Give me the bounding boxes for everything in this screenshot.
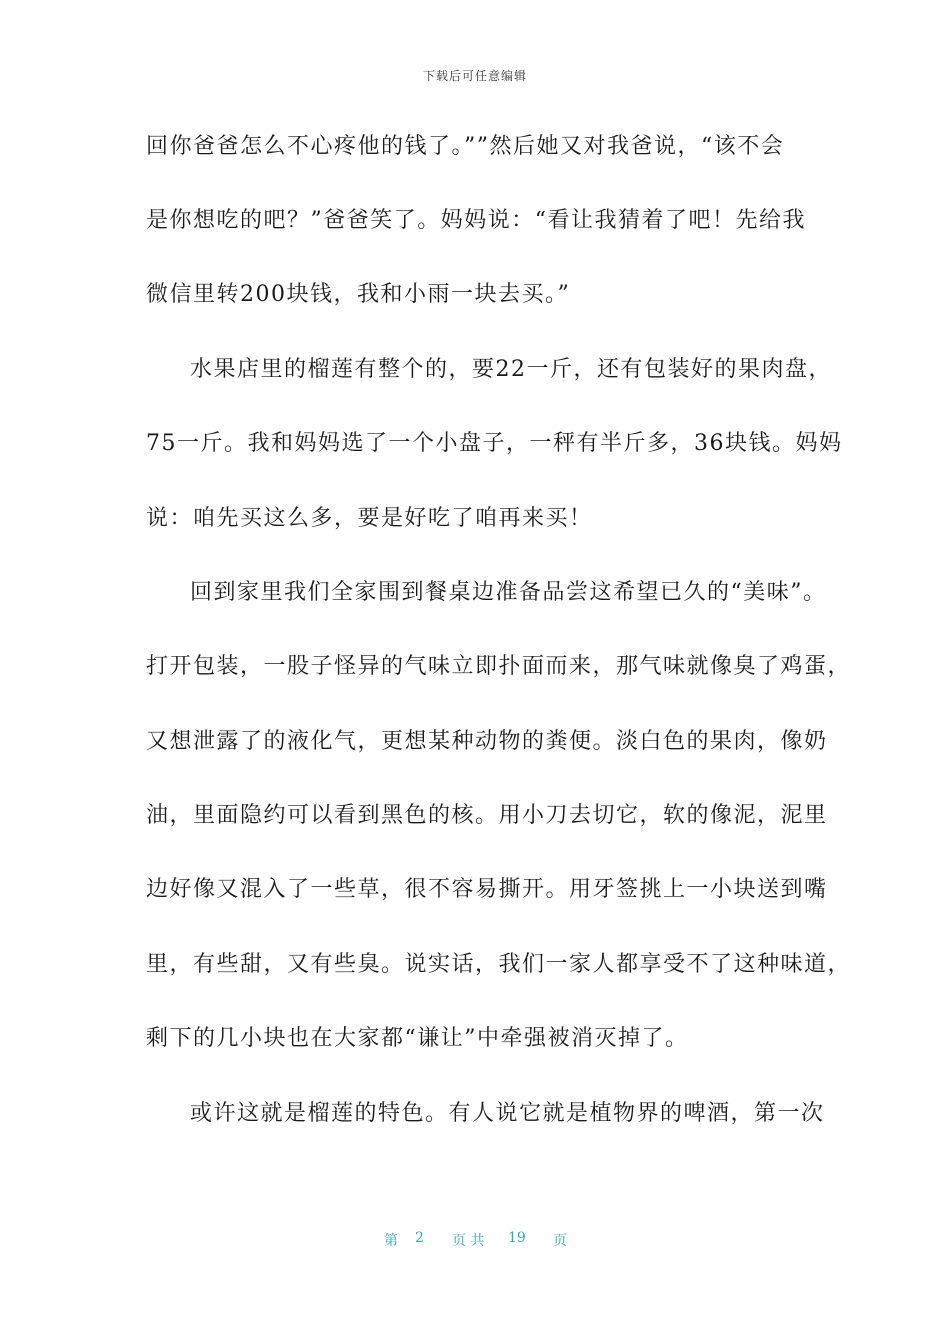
text-line: 微信里转200块钱，我和小雨一块去买。”: [146, 282, 571, 307]
text-line: 剩下的几小块也在大家都“谦让”中牵强被消灭掉了。: [146, 1026, 689, 1051]
paragraph-first-line: 回到家里我们全家围到餐桌边准备品尝这希望已久的“美味”。: [190, 580, 827, 605]
paragraph-first-line: 或许这就是榴莲的特色。有人说它就是植物界的啤酒，第一次: [190, 1101, 825, 1126]
footer-total-pages: 19: [508, 1230, 526, 1246]
page-footer: [0, 1230, 950, 1252]
text-line: 打开包装，一股子怪异的气味立即扑面而来，那气味就像臭了鸡蛋，: [146, 654, 852, 679]
footer-page-number: 2: [415, 1230, 424, 1246]
text-line: 油，里面隐约可以看到黑色的核。用小刀去切它，软的像泥，泥里: [146, 803, 828, 828]
page-header: 下载后可任意编辑: [422, 69, 527, 83]
text-line: 75一斤。我和妈妈选了一个小盘子，一秤有半斤多，36块钱。妈妈: [146, 431, 843, 456]
paragraph-first-line: 水果店里的榴莲有整个的，要22一斤，还有包装好的果肉盘，: [190, 357, 832, 382]
footer-prefix: 第: [384, 1233, 398, 1249]
text-line: 说：咱先买这么多，要是好吃了咱再来买！: [146, 506, 593, 531]
footer-middle: 页 共: [452, 1233, 485, 1249]
text-line: 回你爸爸怎么不心疼他的钱了。””然后她又对我爸说，“该不会: [146, 134, 785, 159]
text-line: 边好像又混入了一些草，很不容易撕开。用牙签挑上一小块送到嘴: [146, 877, 828, 902]
footer-suffix: 页: [553, 1233, 567, 1249]
text-line: 是你想吃的吧？”爸爸笑了。妈妈说：“看让我猜着了吧！先给我: [146, 208, 806, 233]
text-line: 里，有些甜，又有些臭。说实话，我们一家人都享受不了这种味道，: [146, 952, 852, 977]
text-line: 又想泄露了的液化气，更想某种动物的粪便。淡白色的果肉，像奶: [146, 729, 828, 754]
